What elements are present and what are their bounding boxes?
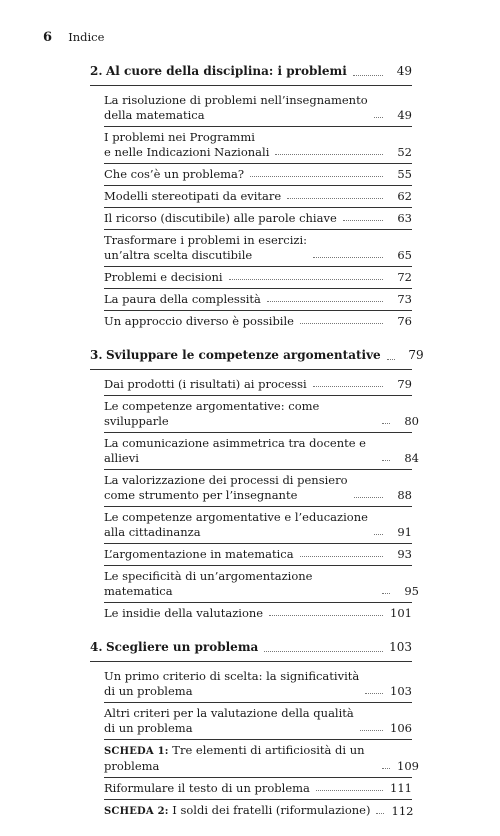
entry-page-number: 65 xyxy=(397,248,412,262)
entry-page-number: 112 xyxy=(391,804,414,818)
entry-list xyxy=(90,666,419,822)
entry-title: Le specificità di un’argomentazione matematica xyxy=(104,569,313,598)
dot-leader xyxy=(374,117,383,118)
table-of-contents xyxy=(90,62,424,836)
entry-text-wrap xyxy=(104,270,223,285)
dot-leader xyxy=(376,813,384,814)
entry-text-wrap xyxy=(104,473,348,503)
dot-leader xyxy=(275,154,383,155)
toc-entry[interactable] xyxy=(104,433,419,470)
toc-entry[interactable] xyxy=(104,186,412,208)
dot-leader xyxy=(250,176,383,177)
entry-text-wrap xyxy=(104,314,294,329)
dot-leader xyxy=(300,323,383,324)
dot-leader xyxy=(313,257,383,258)
toc-entry[interactable] xyxy=(104,470,412,507)
toc-entry[interactable] xyxy=(104,164,412,186)
dot-leader xyxy=(267,301,383,302)
entry-page-number: 63 xyxy=(397,211,412,225)
dot-leader xyxy=(382,593,390,594)
dot-leader xyxy=(382,423,390,424)
toc-entry[interactable] xyxy=(104,703,412,740)
toc-chapter xyxy=(90,638,419,822)
entry-title: Le insidie della valutazione xyxy=(104,606,264,620)
entry-title: Modelli stereotipati da evitare xyxy=(104,189,282,203)
entry-text-wrap xyxy=(104,606,263,621)
entry-title: Trasformare i problemi in esercizi: un’altra scelta discutibile xyxy=(104,233,308,262)
toc-entry[interactable] xyxy=(104,374,412,396)
chapter-heading[interactable] xyxy=(90,346,424,370)
entry-page-number: 62 xyxy=(397,189,412,203)
dot-leader xyxy=(269,615,383,616)
entry-list xyxy=(90,374,419,624)
chapter-heading[interactable] xyxy=(90,62,412,86)
entry-text-wrap xyxy=(104,189,281,204)
chapter-title: Sviluppare le competenze argomentative xyxy=(106,348,381,362)
dot-leader xyxy=(354,497,383,498)
entry-page-number: 111 xyxy=(390,781,412,795)
entry-text-wrap xyxy=(104,547,294,562)
entry-text-wrap xyxy=(104,130,269,160)
entry-title: Le competenze argomentative e l’educazione alla cittadinanza xyxy=(104,510,368,539)
chapter-number: 4. xyxy=(90,640,103,654)
dot-leader xyxy=(264,651,383,652)
entry-page-number: 49 xyxy=(397,108,412,122)
entry-text-wrap xyxy=(104,399,376,429)
entry-title: La valorizzazione dei processi di pensiero come strumento per l’insegnante xyxy=(104,473,348,502)
dot-leader xyxy=(365,693,383,694)
chapter-page-number: 103 xyxy=(389,640,412,654)
entry-title: La paura della complessità xyxy=(104,292,261,306)
toc-entry[interactable] xyxy=(104,208,412,230)
entry-title: Riformulare il testo di un problema xyxy=(104,781,310,795)
entry-text-wrap xyxy=(104,233,307,263)
chapter-title: Al cuore della disciplina: i problemi xyxy=(106,64,347,78)
dot-leader xyxy=(300,556,383,557)
entry-text-wrap xyxy=(104,781,310,796)
entry-page-number: 103 xyxy=(390,684,412,698)
toc-entry[interactable] xyxy=(104,289,412,311)
entry-list xyxy=(90,90,412,332)
entry-text-wrap xyxy=(104,510,368,540)
entry-title: I problemi nei Programmi e nelle Indicazioni Nazionali xyxy=(104,130,270,159)
entry-text-wrap xyxy=(104,706,354,736)
entry-page-number: 80 xyxy=(404,414,419,428)
toc-entry[interactable] xyxy=(104,507,412,544)
entry-text-wrap xyxy=(104,377,307,392)
toc-entry[interactable] xyxy=(104,544,412,566)
entry-page-number: 84 xyxy=(404,451,419,465)
entry-text-wrap xyxy=(104,93,368,123)
entry-page-number: 101 xyxy=(390,606,412,620)
entry-title: Che cos’è un problema? xyxy=(104,167,245,181)
entry-text-wrap xyxy=(104,669,359,699)
toc-entry[interactable] xyxy=(104,230,412,267)
toc-entry[interactable] xyxy=(104,603,412,624)
toc-entry[interactable] xyxy=(104,800,412,822)
toc-chapter xyxy=(90,346,424,624)
entry-text-wrap xyxy=(104,292,261,307)
dot-leader xyxy=(374,534,383,535)
scheda-label: SCHEDA 2: xyxy=(104,806,169,817)
entry-text-wrap xyxy=(104,743,376,774)
dot-leader xyxy=(316,790,383,791)
entry-page-number: 52 xyxy=(397,145,412,159)
entry-text-wrap xyxy=(104,167,244,182)
entry-page-number: 72 xyxy=(397,270,412,284)
entry-page-number: 88 xyxy=(397,488,412,502)
chapter-page-number: 49 xyxy=(396,64,412,78)
toc-entry[interactable] xyxy=(104,311,412,332)
toc-entry[interactable] xyxy=(104,90,412,127)
toc-chapter xyxy=(90,62,412,332)
toc-entry[interactable] xyxy=(104,778,412,800)
entry-page-number: 55 xyxy=(397,167,412,181)
toc-entry[interactable] xyxy=(104,740,419,778)
entry-page-number: 76 xyxy=(397,314,412,328)
entry-title: Un primo criterio di scelta: la significatività di un problema xyxy=(104,669,360,698)
toc-entry[interactable] xyxy=(104,267,412,289)
chapter-title: Scegliere un problema xyxy=(106,640,259,654)
chapter-number: 2. xyxy=(90,64,103,78)
entry-text-wrap xyxy=(104,803,370,819)
entry-page-number: 91 xyxy=(397,525,412,539)
dot-leader xyxy=(353,75,383,76)
dot-leader xyxy=(343,220,383,221)
entry-text-wrap xyxy=(104,436,376,466)
toc-entry[interactable] xyxy=(104,127,412,164)
page-header xyxy=(43,30,104,45)
dot-leader xyxy=(313,386,383,387)
dot-leader xyxy=(382,460,390,461)
entry-page-number: 106 xyxy=(390,721,412,735)
entry-title: La comunicazione asimmetrica tra docente e allievi xyxy=(104,436,366,465)
entry-title: Dai prodotti (i risultati) ai processi xyxy=(104,377,307,391)
toc-entry[interactable] xyxy=(104,666,412,703)
entry-title: Le competenze argomentative: come svilupparle xyxy=(104,399,320,428)
dot-leader xyxy=(387,359,395,360)
entry-title: Il ricorso (discutibile) alle parole chiave xyxy=(104,211,337,225)
entry-page-number: 109 xyxy=(397,759,419,773)
toc-entry[interactable] xyxy=(104,396,419,433)
scheda-label: SCHEDA 1: xyxy=(104,746,169,757)
entry-title: Problemi e decisioni xyxy=(104,270,223,284)
chapter-number: 3. xyxy=(90,348,103,362)
chapter-heading[interactable] xyxy=(90,638,412,662)
dot-leader xyxy=(287,198,383,199)
entry-page-number: 95 xyxy=(404,584,419,598)
page-number: 6 xyxy=(43,30,53,45)
entry-title: Altri criteri per la valutazione della qualità di un problema xyxy=(104,706,354,735)
entry-title: La risoluzione di problemi nell’insegnamento della matematica xyxy=(104,93,368,122)
entry-title: Tre elementi di artificiosità di un problema xyxy=(104,743,365,773)
dot-leader xyxy=(229,279,383,280)
entry-title: I soldi dei fratelli (riformulazione) xyxy=(172,803,371,817)
toc-entry[interactable] xyxy=(104,566,419,603)
entry-title: L’argomentazione in matematica xyxy=(104,547,294,561)
entry-text-wrap xyxy=(104,569,376,599)
entry-page-number: 93 xyxy=(397,547,412,561)
entry-title: Un approccio diverso è possibile xyxy=(104,314,294,328)
chapter-page-number: 79 xyxy=(408,348,424,362)
entry-page-number: 73 xyxy=(397,292,412,306)
dot-leader xyxy=(382,768,390,769)
running-title: Indice xyxy=(68,30,105,44)
entry-text-wrap xyxy=(104,211,337,226)
entry-page-number: 79 xyxy=(397,377,412,391)
dot-leader xyxy=(360,730,383,731)
